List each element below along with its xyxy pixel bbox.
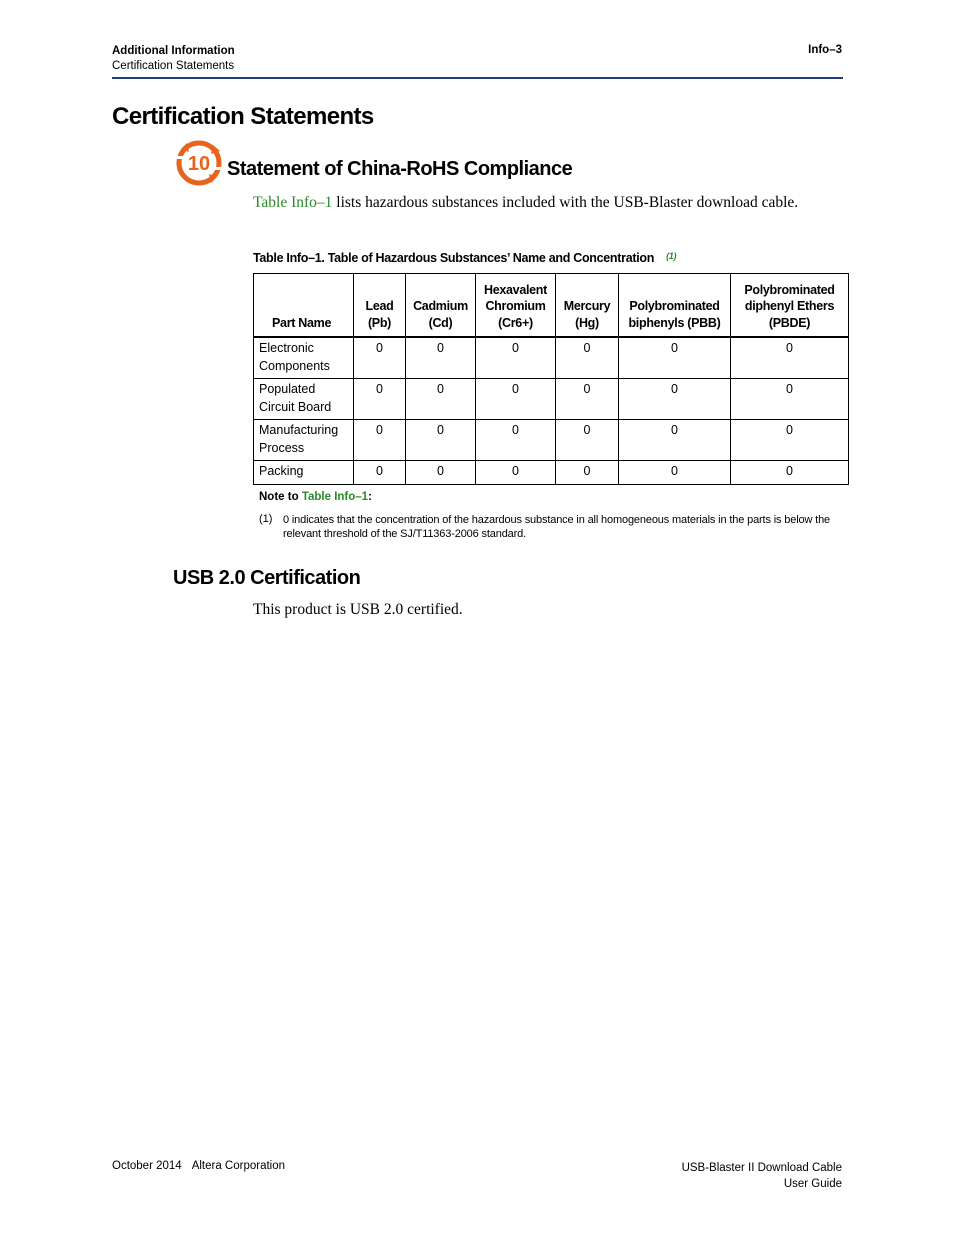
table-note-text: 0 indicates that the concentration of the hazardous substance in all homogeneous materials in the parts is below the relevant threshold of the SJ/T11363-2006 standard.	[283, 514, 831, 540]
value-cell: 0	[354, 337, 406, 379]
footer-date: October 2014	[112, 1160, 182, 1172]
value-cell: 0	[556, 379, 619, 420]
header-lead: Lead (Pb)	[354, 274, 406, 338]
page-title: Certification Statements	[112, 103, 374, 130]
part-name-cell: Manufacturing Process	[254, 420, 354, 461]
table-row	[254, 379, 849, 420]
table-header-row	[254, 274, 849, 338]
footer-right	[682, 1160, 842, 1192]
part-name-cell: Electronic Components	[254, 337, 354, 379]
value-cell: 0	[619, 337, 731, 379]
rohs-heading: Statement of China-RoHS Compliance	[227, 158, 573, 180]
value-cell: 0	[476, 379, 556, 420]
value-cell: 0	[354, 379, 406, 420]
rohs-intro-text: lists hazardous substances included with the USB-Blaster download cable.	[332, 194, 799, 211]
header-cadmium: Cadmium (Cd)	[406, 274, 476, 338]
usb-heading: USB 2.0 Certification	[173, 567, 361, 589]
header-pbde: Polybrominated diphenyl Ethers (PBDE)	[731, 274, 849, 338]
header-mercury: Mercury (Hg)	[556, 274, 619, 338]
table-caption-note-link[interactable]: (1)	[666, 251, 677, 261]
note-table-link[interactable]: Table Info–1	[301, 491, 369, 503]
value-cell: 0	[619, 461, 731, 485]
value-cell: 0	[406, 461, 476, 485]
running-header	[112, 44, 235, 74]
china-rohs-10-icon	[174, 138, 224, 188]
value-cell: 0	[731, 337, 849, 379]
value-cell: 0	[556, 461, 619, 485]
value-cell: 0	[619, 379, 731, 420]
rohs-intro-paragraph	[253, 193, 823, 213]
value-cell: 0	[406, 337, 476, 379]
header-section: Additional Information	[112, 45, 235, 57]
table-link[interactable]: Table Info–1	[253, 194, 333, 211]
part-name-cell: Packing	[254, 461, 354, 485]
value-cell: 0	[556, 420, 619, 461]
value-cell: 0	[476, 337, 556, 379]
table-caption-text: Table Info–1. Table of Hazardous Substances’ Name and Concentration	[253, 251, 655, 265]
footer-doc-title: USB-Blaster II Download Cable	[681, 1162, 842, 1174]
footer-company: Altera Corporation	[191, 1160, 286, 1172]
value-cell: 0	[354, 420, 406, 461]
value-cell: 0	[476, 420, 556, 461]
value-cell: 0	[354, 461, 406, 485]
value-cell: 0	[406, 420, 476, 461]
value-cell: 0	[619, 420, 731, 461]
table-row	[254, 337, 849, 379]
footer-doc-type: User Guide	[783, 1178, 842, 1190]
header-page-number: Info–3	[808, 44, 842, 56]
value-cell: 0	[731, 420, 849, 461]
header-hexavalent-chromium: Hexavalent Chromium (Cr6+)	[476, 274, 556, 338]
table-row	[254, 420, 849, 461]
header-subsection: Certification Statements	[112, 60, 235, 72]
rohs-icon-label: 10	[187, 153, 211, 175]
footer-left	[112, 1160, 285, 1172]
table-note-title: Note to Table Info–1:	[259, 491, 372, 503]
value-cell: 0	[556, 337, 619, 379]
value-cell: 0	[731, 379, 849, 420]
header-pbb: Polybrominated biphenyls (PBB)	[619, 274, 731, 338]
header-divider	[112, 77, 843, 79]
table-row	[254, 461, 849, 485]
value-cell: 0	[406, 379, 476, 420]
value-cell: 0	[731, 461, 849, 485]
value-cell: 0	[476, 461, 556, 485]
table-caption	[253, 251, 676, 265]
part-name-cell: Populated Circuit Board	[254, 379, 354, 420]
header-part-name: Part Name	[254, 274, 354, 338]
table-note-number: (1)	[259, 513, 273, 525]
usb-paragraph: This product is USB 2.0 certified.	[253, 601, 463, 618]
hazardous-substances-table	[253, 273, 849, 485]
